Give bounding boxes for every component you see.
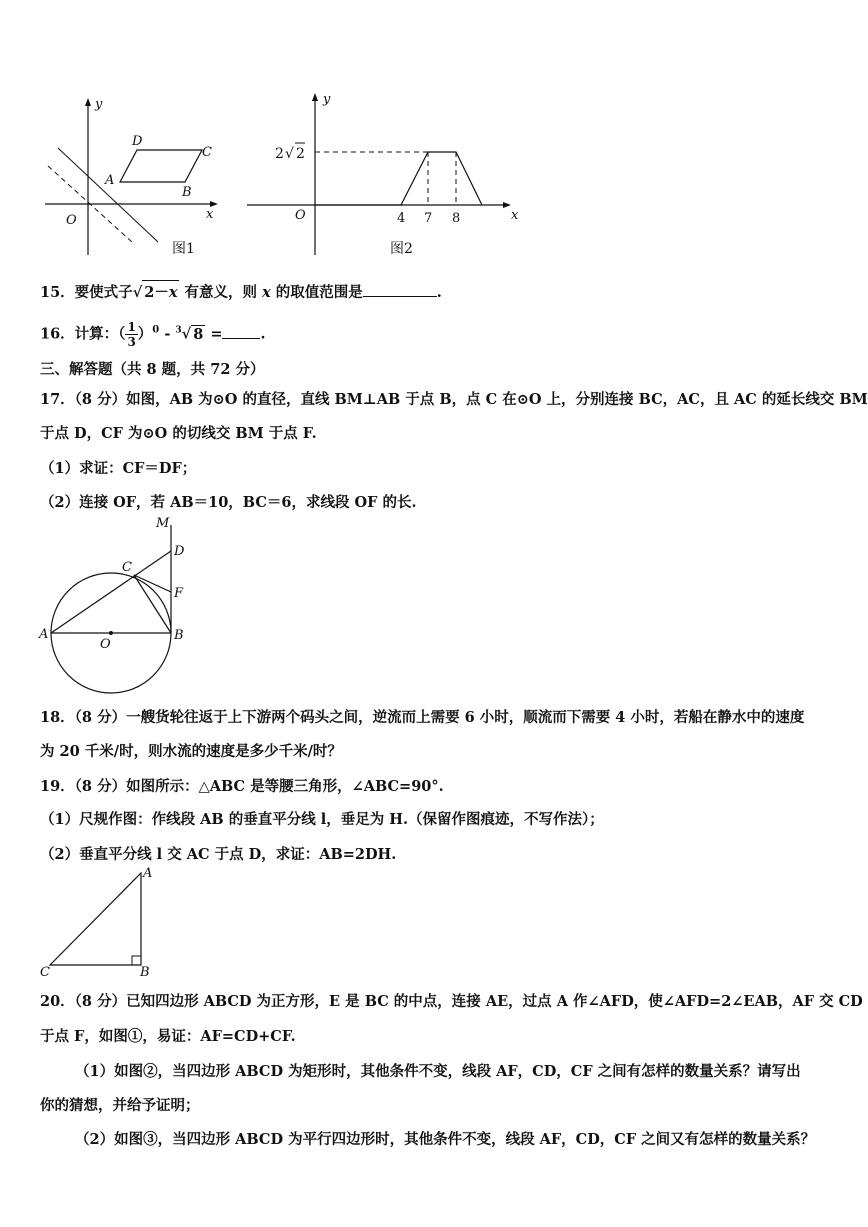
q17-part-2: （2）连接 OF，若 AB＝10，BC＝6，求线段 OF 的长. [40, 494, 417, 511]
q19-part-1: （1）尺规作图：作线段 AB 的垂直平分线 l，垂足为 H.（保留作图痕迹，不写作法）； [40, 811, 604, 828]
y-axis-arrow [85, 98, 91, 106]
q16-radicand: 8 [193, 325, 204, 343]
point-m: M [156, 516, 170, 531]
point-c: C [40, 965, 50, 980]
q16-eq: = [205, 325, 223, 343]
point-a: A [143, 866, 153, 881]
q15-radicand-minus: － [154, 284, 169, 301]
point-c: C [122, 560, 132, 575]
center-dot [109, 631, 113, 635]
q16-end: . [260, 325, 266, 343]
q17-part-1: （1）求证：CF＝DF； [40, 460, 197, 477]
q15-prefix: 15．要使式子 [40, 284, 133, 301]
q20-part-2: （2）如图③，当四边形 ABCD 为平行四边形时，其他条件不变，线段 AF，CD，CF 之间又有怎样的数量关系？ [75, 1131, 816, 1148]
q20-part-1a: （1）如图②，当四边形 ABCD 为矩形时，其他条件不变，线段 AF，CD，CF 之间有怎样的数量关系？请写出 [75, 1063, 801, 1080]
q20-part-1b: 你的猜想，并给予证明； [40, 1097, 200, 1114]
point-b: B [140, 965, 150, 980]
q16-minus: - [159, 325, 176, 343]
x-axis-arrow [503, 202, 511, 208]
trapezoid-graph [315, 152, 482, 205]
origin-label: O [295, 208, 306, 223]
y-label: y [323, 92, 331, 107]
point-c: C [202, 145, 212, 160]
q15-answer-blank[interactable] [363, 282, 437, 297]
q16-prefix: 16．计算：（ [40, 325, 126, 343]
section-3-heading: 三、解答题（共 8 题，共 72 分） [40, 361, 265, 378]
q15-radicand-2: 2 [144, 284, 155, 301]
y-tick-2: 2 [275, 146, 284, 162]
q17-line-2: 于点 D，CF 为⊙O 的切线交 BM 于点 F. [40, 425, 317, 442]
y-axis-arrow [312, 93, 318, 101]
triangle-abc [50, 873, 141, 965]
x-label: x [206, 207, 214, 222]
q16-exponent: 0 [152, 324, 160, 336]
figure-1 [40, 90, 240, 260]
q16-paren: ） [137, 325, 153, 343]
line-ad [51, 551, 171, 633]
point-d: D [132, 134, 143, 149]
q16-answer-blank[interactable] [222, 324, 260, 339]
q19-line-1: 19．（8 分）如图所示：△ABC 是等腰三角形，∠ABC=90°. [40, 778, 444, 795]
point-a: A [39, 627, 49, 642]
point-o: O [100, 637, 111, 652]
question-16: 16．计算：（ $\frac{1}{3}$ ）$^0$ - $^3$√ 8 = . [40, 320, 266, 349]
q16-denominator: 3 [127, 335, 136, 349]
point-f: F [174, 586, 184, 601]
figure-2-caption: 图2 [390, 241, 413, 257]
figure-1-caption: 图1 [172, 241, 195, 257]
right-angle-mark [132, 956, 141, 965]
figure-2 [245, 85, 525, 260]
point-a: A [105, 173, 115, 188]
q16-fraction [125, 320, 137, 349]
q15-end: . [436, 284, 442, 301]
y-tick-root-value: 2 [296, 146, 305, 162]
q18-line-2: 为 20 千米/时，则水流的速度是多少千米/时？ [40, 743, 342, 760]
q18-line-1: 18．（8 分）一艘货轮往返于上下游两个码头之间，逆流而上需要 6 小时，顺流而下需要 4 小时，若船在静水中的速度 [40, 709, 805, 726]
question-15: 15．要使式子√ 2－x 有意义，则 x 的取值范围是 . [40, 280, 442, 302]
x-tick-4: 4 [397, 211, 406, 226]
q15-radicand-x: x [168, 284, 178, 301]
q16-root-index: 3 [175, 325, 182, 336]
point-b: B [174, 628, 184, 643]
figure-triangle [38, 865, 168, 980]
q16-numerator: 1 [127, 320, 136, 334]
x-label: x [511, 208, 519, 223]
q19-part-2: （2）垂直平分线 l 交 AC 于点 D，求证：AB=2DH. [40, 846, 397, 863]
q15-var: x [262, 284, 271, 301]
point-d: D [174, 544, 185, 559]
q15-mid: 有意义，则 [179, 284, 263, 301]
y-label: y [95, 97, 103, 112]
q20-line-1: 20．（8 分）已知四边形 ABCD 为正方形，E 是 BC 的中点，连接 AE，过点 A 作∠AFD，使∠AFD=2∠EAB，AF 交 CD [40, 993, 863, 1010]
point-b: B [182, 185, 192, 200]
q20-line-2: 于点 F，如图①，易证：AF=CD+CF. [40, 1028, 296, 1045]
origin-label: O [66, 213, 77, 228]
x-tick-8: 8 [452, 211, 461, 226]
y-tick-root: √ [285, 146, 294, 162]
q17-line-1: 17．（8 分）如图，AB 为⊙O 的直径，直线 BM⊥AB 于点 B，点 C 在⊙O 上，分别连接 BC，AC，且 AC 的延长线交 BM [40, 391, 868, 408]
figure-circle [38, 515, 198, 695]
x-tick-7: 7 [424, 211, 433, 226]
q15-post: 的取值范围是 [270, 284, 363, 301]
parallelogram-abcd [120, 150, 202, 182]
q15-radicand [142, 280, 179, 302]
